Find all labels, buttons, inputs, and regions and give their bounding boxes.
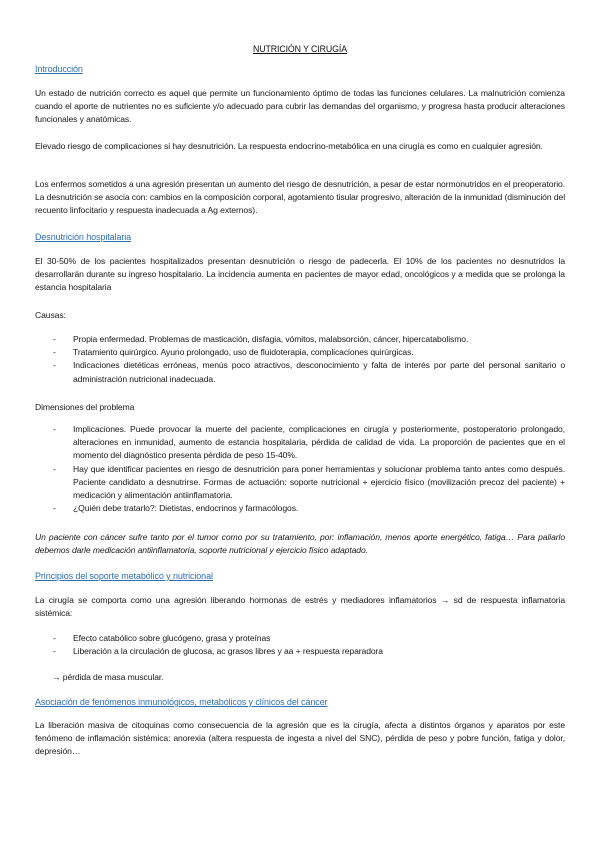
list-item: - ¿Quién debe tratarlo?: Dietistas, endocrinos y farmacólogos. — [35, 502, 565, 515]
causes-list — [35, 333, 565, 386]
dimensions-label: Dimensiones del problema — [35, 402, 135, 412]
list-item: - Tratamiento quirúrgico. Ayuno prolongado, uso de fluidoterapia, complicaciones quirúrgicas. — [35, 346, 565, 359]
section-heading-introduccion: Introducción — [35, 64, 83, 74]
list-item: - Liberación a la circulación de glucosa, ac grasos libres y aa + respuesta reparadora — [35, 645, 565, 658]
intro-paragraph-3: Los enfermos sometidos a una agresión presentan un aumento del riesgo de desnutrición, a pesar de estar normonutridos en el preoperatorio. La desnutrición se asocia con: cambios en la composición corporal, agotamiento tisular progresivo, alteración de la inmunidad (disminución del recuento linfocitario y respuesta inadecuada a Ag externos). — [35, 179, 565, 216]
list-item: - Indicaciones dietéticas erróneas, menús poco atractivos, desconocimiento y falta de interés por parte del personal sanitario o administración nutricional inadecuada. — [35, 359, 565, 385]
list-item: - Efecto catabólico sobre glucógeno, grasa y proteínas — [35, 632, 565, 645]
list-item: - Implicaciones. Puede provocar la muerte del paciente, complicaciones en cirugía y posteriormente, postoperatorio prolongado, alteraciones en inmunidad, aumento de estancia hospitalaria, pérdida de calidad de vida. La proporción de pacientes que en el momento del diagnóstico presenta pérdida de peso 15-40%. — [35, 423, 565, 463]
association-paragraph-1: La liberación masiva de citoquinas como consecuencia de la agresión que es la cirugía, afecta a distintos órganos y aparatos por este fenómeno de inflamación sistémica: anorexia (altera respuesta de ingesta a nivel del SNC), pérdida de peso y pobre función, fatiga y dolor, depresión… — [35, 720, 565, 757]
hospital-paragraph-1: El 30-50% de los pacientes hospitalizados presentan desnutrición o riesgo de padecerla. El 10% de los pacientes no desnutridos la desarrollarán durante su ingreso hospitalario. La incidencia aumenta en pacientes de mayor edad, oncológicos y a medida que se prolonga la estancia hospitalaria — [35, 256, 565, 293]
causes-label: Causas: — [35, 310, 66, 320]
italic-note: Un paciente con cáncer sufre tanto por el tumor como por su tratamiento, por: inflamación, menos aporte energético, fatiga… Para paliarlo debemos darle medicación antiinflamatoria, soporte nutricional y ejercicio físico adaptado. — [35, 532, 565, 556]
section-heading-asociacion: Asociación de fenómenos inmunológicos, metabólicos y clínicos del cáncer — [35, 697, 328, 707]
intro-paragraph-1: Un estado de nutrición correcto es aquel que permite un funcionamiento óptimo de todas las funciones celulares. La malnutrición comienza cuando el aporte de nutrientes no es suficiente y/o adecuado para cubrir las demandas del organismo, y progresa hasta producir alteraciones funcionales y anatómicas. — [35, 88, 565, 125]
principles-paragraph-1: La cirugía se comporta como una agresión liberando hormonas de estrés y mediadores inflamatorios → sd de respuesta inflamatoria sistémica: — [35, 595, 565, 619]
section-heading-principios: Principios del soporte metabólico y nutricional — [35, 571, 213, 581]
intro-paragraph-2: Elevado riesgo de complicaciones si hay desnutrición. La respuesta endocrino-metabólica en una cirugía es como en cualquier agresión. — [35, 141, 543, 151]
arrow-line: → pérdida de masa muscular. — [52, 672, 164, 682]
principles-list — [35, 632, 565, 658]
section-heading-desnutricion-hospitalaria: Desnutrición hospitalaria — [35, 232, 132, 242]
dimensions-list — [35, 423, 565, 515]
page-title: NUTRICIÓN Y CIRUGÍA — [252, 44, 348, 54]
list-item: - Hay que identificar pacientes en riesgo de desnutrición para poner herramientas y solucionar problema tanto antes como después. Paciente candidato a desnutrirse. Formas de actuación: soporte nutricional + ejercicio físico (movilización precoz del paciente) + medicación y alimentación antiinflamatoria. — [35, 463, 565, 503]
list-item: - Propia enfermedad. Problemas de masticación, disfagia, vómitos, malabsorción, cáncer, hipercatabolismo. — [35, 333, 565, 346]
